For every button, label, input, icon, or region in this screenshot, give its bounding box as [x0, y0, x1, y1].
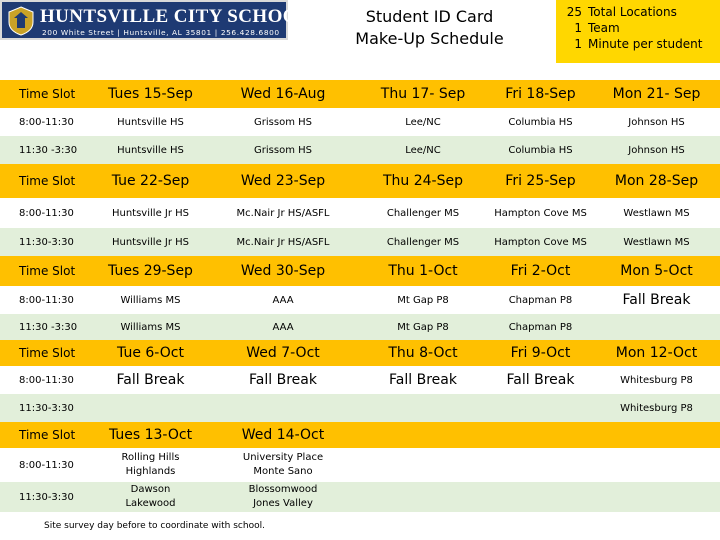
date-header-cell: Fri 25-Sep [505, 173, 576, 189]
date-header-cell: Thu 17- Sep [380, 86, 466, 102]
time-slot-header: Time Slot [19, 174, 76, 188]
school-cell: AAA [272, 321, 294, 333]
schedule-row [0, 286, 720, 314]
date-header-cell: Fri 18-Sep [505, 86, 576, 102]
schedule-row [0, 314, 720, 340]
date-header-cell: Wed 16-Aug [240, 86, 326, 102]
school-cell: Johnson HS [628, 144, 685, 156]
time-slot-cell: 11:30-3:30 [19, 236, 74, 248]
school-cell: Blossomwood Jones Valley [248, 483, 318, 509]
date-header-cell: Mon 21- Sep [612, 86, 701, 102]
school-cell [208, 394, 358, 422]
school-cell [593, 482, 720, 512]
date-header-cell: Mon 28-Sep [614, 173, 699, 189]
date-header-row [0, 340, 720, 366]
time-slot-cell: 8:00-11:30 [19, 374, 74, 386]
school-cell: Williams MS [120, 294, 181, 306]
school-cell: Lee/NC [405, 144, 441, 156]
title-line-2: Make-Up Schedule [355, 29, 504, 48]
school-cell: Challenger MS [386, 236, 460, 248]
school-cell: Hampton Cove MS [494, 207, 587, 219]
school-cell [358, 394, 488, 422]
school-cell [593, 314, 720, 340]
school-cell [93, 394, 208, 422]
schedule-row [0, 366, 720, 394]
school-cell: Columbia HS [508, 144, 573, 156]
time-slot-cell: 8:00-11:30 [19, 207, 74, 219]
school-cell: Dawson Lakewood [125, 483, 176, 509]
school-cell [593, 448, 720, 482]
school-cell: Huntsville HS [117, 116, 184, 128]
school-cell: Chapman P8 [508, 321, 573, 333]
school-cell: Lee/NC [405, 116, 441, 128]
schedule-row [0, 394, 720, 422]
schedule-row [0, 108, 720, 136]
time-slot-header: Time Slot [19, 264, 76, 278]
school-cell: Huntsville Jr HS [111, 207, 190, 219]
school-cell [358, 448, 488, 482]
date-header-cell: Wed 23-Sep [240, 173, 326, 189]
time-slot-header: Time Slot [19, 346, 76, 360]
school-cell: Rolling Hills Highlands [121, 451, 180, 477]
school-cell: Fall Break [249, 372, 317, 388]
school-cell [358, 482, 488, 512]
date-header-row [0, 164, 720, 198]
school-cell: Grissom HS [254, 116, 312, 128]
summary-locations: 25 Total Locations [566, 5, 677, 19]
time-slot-cell: 11:30-3:30 [19, 491, 74, 503]
school-cell: Johnson HS [628, 116, 685, 128]
school-cell: Fall Break [116, 372, 185, 388]
summary-team: 1 Team [574, 21, 620, 35]
date-header-cell: Wed 7-Oct [246, 345, 320, 361]
summary-minutes: 1 Minute per student [574, 37, 703, 51]
time-slot-cell: 11:30 -3:30 [19, 321, 78, 333]
school-cell [488, 448, 593, 482]
school-cell: Mc.Nair Jr HS/ASFL [236, 236, 330, 248]
date-header-cell [358, 422, 488, 448]
date-header-cell: Fri 9-Oct [510, 345, 571, 361]
date-header-cell [593, 422, 720, 448]
school-cell: Columbia HS [508, 116, 573, 128]
school-cell: Mt Gap P8 [397, 294, 449, 306]
district-seal-icon [8, 6, 34, 36]
school-cell: Mt Gap P8 [397, 321, 449, 333]
time-slot-cell: 11:30 -3:30 [19, 144, 78, 156]
district-address: 200 White Street | Huntsville, AL 35801 | 256.428.6800 [42, 28, 280, 37]
time-slot-header: Time Slot [19, 87, 76, 101]
school-cell: Westlawn MS [623, 236, 690, 248]
date-header-cell: Thu 24-Sep [382, 173, 463, 189]
date-header-cell: Tue 22-Sep [111, 173, 190, 189]
school-cell: Fall Break [622, 292, 691, 308]
date-header-cell: Tues 13-Oct [108, 427, 193, 443]
school-cell: Huntsville HS [117, 144, 184, 156]
school-cell: Westlawn MS [623, 207, 690, 219]
date-header-cell: Tues 29-Sep [108, 263, 193, 279]
school-cell: AAA [272, 294, 294, 306]
school-cell: Hampton Cove MS [494, 236, 587, 248]
school-cell [488, 394, 593, 422]
schedule-row [0, 136, 720, 164]
schedule-row [0, 198, 720, 228]
schedule-row [0, 228, 720, 256]
date-header-row [0, 80, 720, 108]
date-header-cell: Thu 1-Oct [388, 263, 458, 279]
time-slot-cell: 8:00-11:30 [19, 116, 74, 128]
date-header-cell: Mon 12-Oct [615, 345, 698, 361]
date-header-cell: Tue 6-Oct [117, 345, 184, 361]
district-name: HUNTSVILLE CITY SCHOOLS [40, 6, 322, 27]
school-cell: Fall Break [389, 372, 457, 388]
school-cell: Huntsville Jr HS [111, 236, 190, 248]
date-header-cell: Wed 14-Oct [241, 427, 325, 443]
date-header-cell: Thu 8-Oct [388, 345, 458, 361]
date-header-cell: Fri 2-Oct [510, 263, 571, 279]
date-header-row [0, 256, 720, 286]
page-title [342, 6, 517, 50]
time-slot-cell: 8:00-11:30 [19, 459, 74, 471]
title-line-1: Student ID Card [365, 7, 494, 26]
school-cell: Chapman P8 [508, 294, 573, 306]
school-cell [488, 482, 593, 512]
school-cell: Grissom HS [254, 144, 312, 156]
date-header-cell: Wed 30-Sep [240, 263, 326, 279]
date-header-cell: Mon 5-Oct [620, 263, 693, 279]
date-header-row [0, 422, 720, 448]
footnote: Site survey day before to coordinate with school. [44, 521, 265, 531]
school-cell: Mc.Nair Jr HS/ASFL [236, 207, 330, 219]
date-header-cell: Tues 15-Sep [108, 86, 193, 102]
school-cell: University Place Monte Sano [242, 451, 324, 477]
date-header-cell [488, 422, 593, 448]
time-slot-header: Time Slot [19, 428, 76, 442]
district-logo-banner [0, 0, 322, 40]
school-cell: Fall Break [506, 372, 575, 388]
school-cell: Whitesburg P8 [620, 374, 693, 386]
school-cell: Whitesburg P8 [620, 402, 693, 414]
schedule-row [0, 448, 720, 482]
school-cell: Williams MS [120, 321, 181, 333]
time-slot-cell: 8:00-11:30 [19, 294, 74, 306]
time-slot-cell: 11:30-3:30 [19, 402, 74, 414]
summary-box [556, 0, 720, 63]
school-cell: Challenger MS [386, 207, 460, 219]
schedule-row [0, 482, 720, 512]
